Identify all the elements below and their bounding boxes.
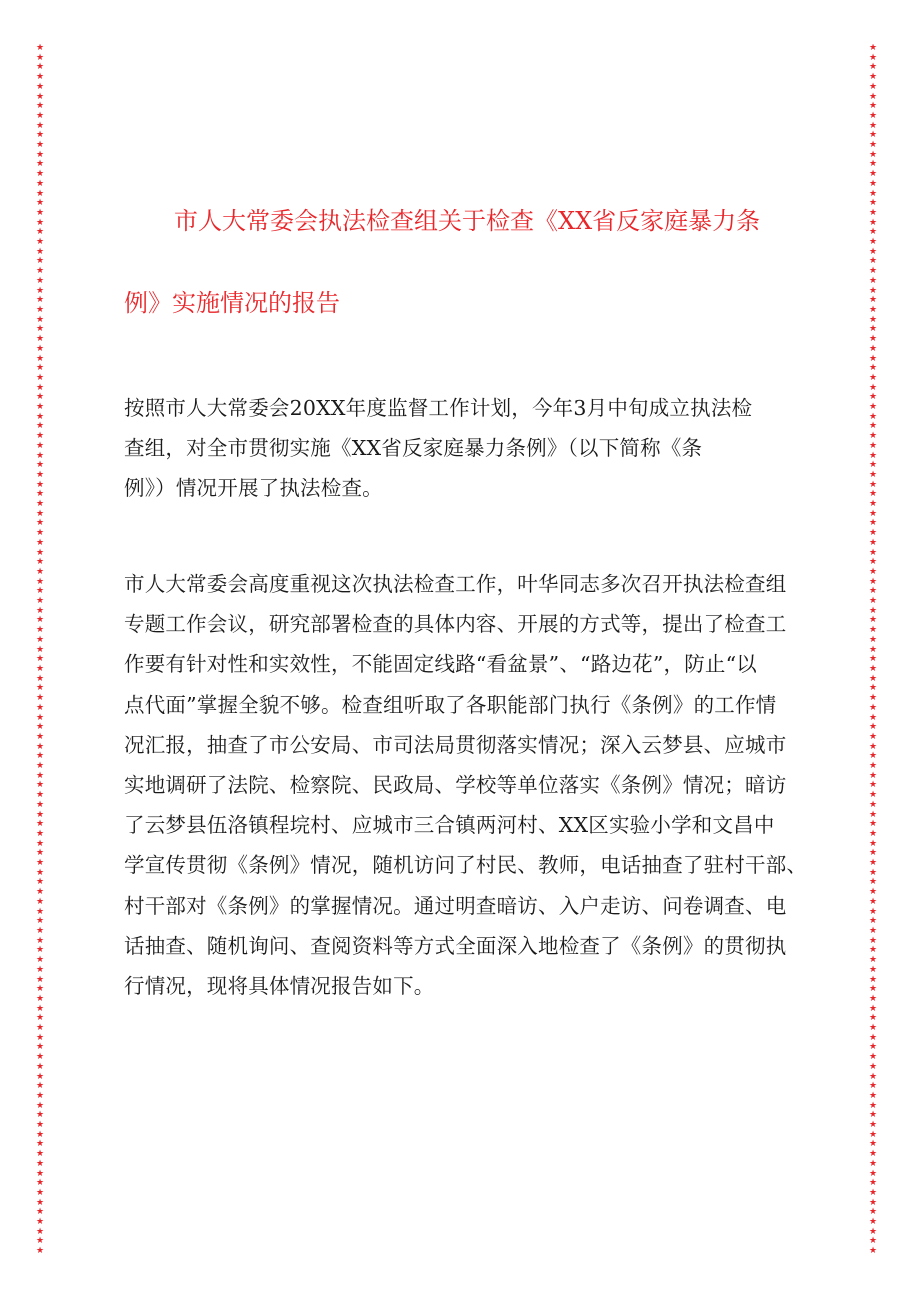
- paragraph-line: 点代面”掌握全貌不够。检查组听取了各职能部门执行《条例》的工作情: [124, 692, 777, 717]
- paragraph-line: 村干部对《条例》的掌握情况。通过明查暗访、入户走访、问卷调查、电: [124, 893, 787, 918]
- paragraph-line: 行情况，现将具体情况报告如下。: [124, 974, 435, 999]
- paragraph-line: 专题工作会议，研究部署检查的具体内容、开展的方式等，提出了检查工: [124, 612, 787, 637]
- report-title: [124, 196, 804, 328]
- paragraph-line: 况汇报，抽查了市公安局、市司法局贯彻落实情况；深入云梦县、应城市: [124, 732, 787, 757]
- paragraph-line: 话抽查、随机询问、查阅资料等方式全面深入地检查了《条例》的贯彻执: [124, 933, 787, 958]
- paragraph-line: 市人大常委会高度重视这次执法检查工作，叶华同志多次召开执法检查组: [124, 572, 787, 596]
- right-star-border: ★ ★ ★ ★ ★ ★ ★ ★ ★ ★ ★ ★ ★ ★ ★ ★ ★ ★ ★ ★ ★ ★ ★ ★ ★ ★ ★ ★ ★ ★ ★ ★ ★ ★ ★ ★ ★ ★ ★ ★ ★ ★ ★ ★ ★ ★ ★ ★ ★ ★ ★ ★ ★ ★ ★ ★ ★ ★ ★ ★ ★ ★ ★ ★ ★ ★ ★ ★ ★ ★ ★ ★ ★ ★ ★ ★ ★ ★ ★ ★ ★ ★ ★ ★ ★ ★ ★ ★ ★ ★ ★ ★ ★ ★ ★ ★ ★ ★ ★ ★ ★ ★ ★ ★ ★ ★ ★ ★ ★ ★ ★ ★ ★ ★ ★ ★ ★ ★ ★ ★ ★ ★ ★ ★ ★: [868, 44, 878, 1256]
- intro-paragraph: [124, 388, 814, 509]
- paragraph-line: 查组，对全市贯彻实施《XX省反家庭暴力条例》（以下简称《条: [124, 436, 703, 461]
- paragraph-line: 按照市人大常委会20XX年度监督工作计划，今年3月中旬成立执法检: [124, 396, 753, 420]
- inspection-paragraph: [124, 564, 814, 1006]
- title-line-1: 市人大常委会执法检查组关于检查《XX省反家庭暴力条: [174, 207, 761, 235]
- paragraph-line: 学宣传贯彻《条例》情况，随机访问了村民、教师，电话抽查了驻村干部、: [124, 853, 808, 878]
- paragraph-line: 实地调研了法院、检察院、民政局、学校等单位落实《条例》情况；暗访: [124, 773, 787, 798]
- paragraph-line: 例》）情况开展了执法检查。: [124, 476, 383, 501]
- paragraph-line: 作要有针对性和实效性，不能固定线路“看盆景”、“路边花”，防止“以: [124, 652, 757, 677]
- left-star-border: ★ ★ ★ ★ ★ ★ ★ ★ ★ ★ ★ ★ ★ ★ ★ ★ ★ ★ ★ ★ ★ ★ ★ ★ ★ ★ ★ ★ ★ ★ ★ ★ ★ ★ ★ ★ ★ ★ ★ ★ ★ ★ ★ ★ ★ ★ ★ ★ ★ ★ ★ ★ ★ ★ ★ ★ ★ ★ ★ ★ ★ ★ ★ ★ ★ ★ ★ ★ ★ ★ ★ ★ ★ ★ ★ ★ ★ ★ ★ ★ ★ ★ ★ ★ ★ ★ ★ ★ ★ ★ ★ ★ ★ ★ ★ ★ ★ ★ ★ ★ ★ ★ ★ ★ ★ ★ ★ ★ ★ ★ ★ ★ ★ ★ ★ ★ ★ ★ ★ ★ ★ ★ ★ ★ ★: [35, 44, 45, 1256]
- paragraph-line: 了云梦县伍洛镇程垸村、应城市三合镇两河村、XX区实验小学和文昌中: [124, 813, 775, 838]
- title-line-2: 例》实施情况的报告: [124, 289, 340, 317]
